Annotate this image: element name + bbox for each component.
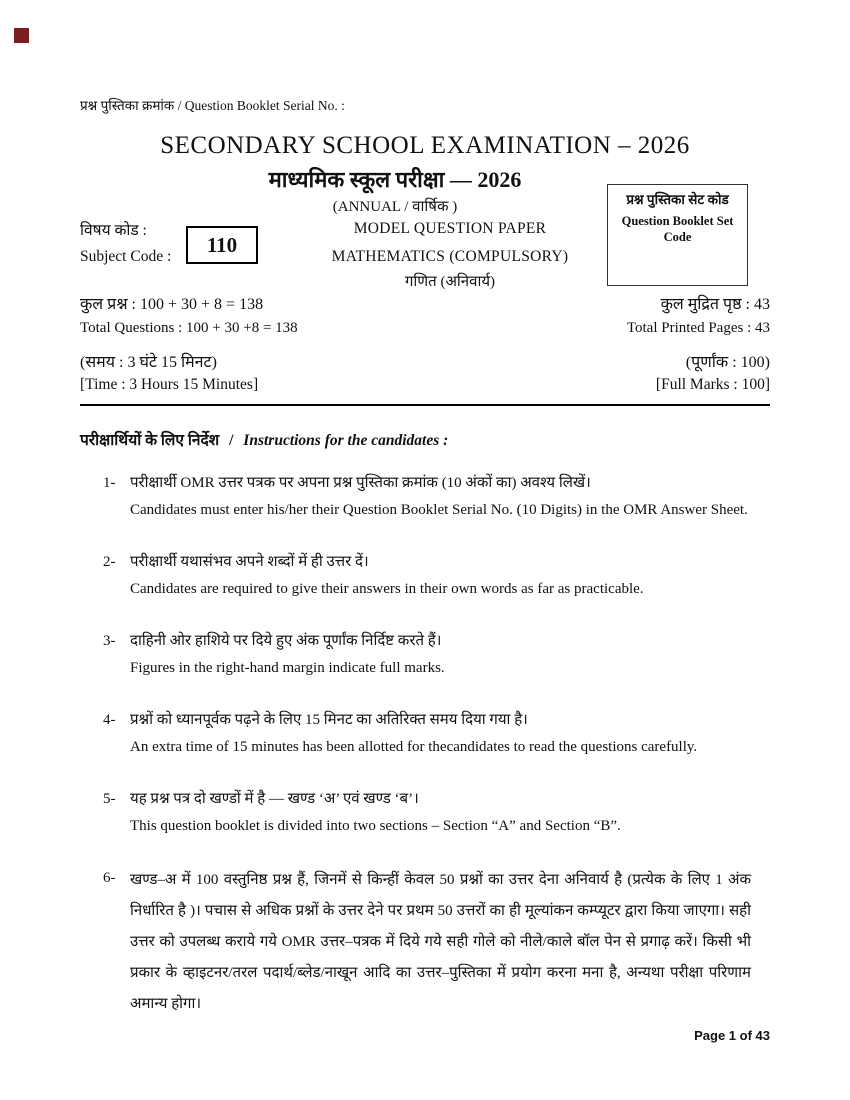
instructions-heading-hindi: परीक्षार्थियों के लिए निर्देश bbox=[80, 432, 220, 449]
instruction-english: This question booklet is divided into two sections – Section “A” and Section “B”. bbox=[130, 818, 621, 834]
instruction-hindi: खण्ड–अ में 100 वस्तुनिष्ठ प्रश्न हैं, जिनमें से किन्हीं केवल 50 प्रश्नों का उत्तर देना अनिवार्य है (प्रत्येक के लिए 1 अंक निर्धारित है )। पचास से अधिक प्रश्नों के उत्तर देने पर प्रथम 50 उत्तरों का ही मूल्यांकन कम्प्यूटर द्वारा किया जाएगा। सही उत्तर को उपलब्ध कराये गये OMR उत्तर–पत्रक में दिये गये सही गोले को नीले/काले बॉल पेन से प्रगाढ़ करें। किसी भी प्रकार के व्हाइटनर/तरल पदार्थ/ब्लेड/नाखून आदि का उत्तर–पुस्तिका में प्रयोग करना मना है, अन्यथा परीक्षा परिणाम अमान्य होगा। bbox=[130, 872, 751, 1012]
total-questions-hindi: कुल प्रश्न : 100 + 30 + 8 = 138 bbox=[80, 296, 264, 313]
total-pages-hindi: कुल मुद्रित पृष्ठ : 43 bbox=[660, 296, 770, 313]
total-pages-english: Total Printed Pages : 43 bbox=[626, 320, 770, 336]
booklet-serial-label: प्रश्न पुस्तिका क्रमांक / Question Booklet Serial No. : bbox=[80, 98, 345, 113]
instruction-hindi: प्रश्नों को ध्यानपूर्वक पढ़ने के लिए 15 मिनट का अतिरिक्त समय दिया गया है। bbox=[130, 712, 528, 728]
exam-title-english: SECONDARY SCHOOL EXAMINATION – 2026 bbox=[160, 132, 690, 159]
total-questions-english: Total Questions : 100 + 30 +8 = 138 bbox=[80, 320, 298, 336]
list-item bbox=[103, 549, 751, 602]
header-divider bbox=[80, 404, 770, 406]
instruction-body bbox=[130, 865, 751, 1020]
instruction-number: 4- bbox=[103, 712, 116, 728]
set-code-label-hindi: प्रश्न पुस्तिका सेट कोड bbox=[626, 192, 729, 207]
instruction-body bbox=[130, 628, 751, 681]
instruction-number: 6- bbox=[103, 870, 116, 886]
instruction-english: An extra time of 15 minutes has been allotted for thecandidates to read the questions carefully. bbox=[130, 739, 698, 755]
instruction-body bbox=[130, 786, 751, 839]
full-marks-english: [Full Marks : 100] bbox=[655, 376, 770, 393]
exam-title-hindi: माध्यमिक स्कूल परीक्षा — 2026 bbox=[268, 167, 522, 192]
corner-mark bbox=[14, 28, 29, 43]
instruction-english: Candidates are required to give their answers in their own words as far as practicable. bbox=[130, 581, 644, 597]
list-item bbox=[103, 470, 751, 523]
instructions-list bbox=[103, 470, 751, 1046]
instruction-english: Candidates must enter his/her their Question Booklet Serial No. (10 Digits) in the OMR Answer Sheet. bbox=[130, 502, 748, 518]
subject-name-english: MATHEMATICS (COMPULSORY) bbox=[331, 248, 569, 265]
annual-label: (ANNUAL / वार्षिक ) bbox=[332, 199, 458, 215]
full-marks-hindi: (पूर्णांक : 100) bbox=[685, 354, 770, 371]
list-item bbox=[103, 707, 751, 760]
instruction-body bbox=[130, 707, 751, 760]
set-code-label-english: Question Booklet Set Code bbox=[621, 214, 734, 244]
instructions-heading-separator: / bbox=[229, 432, 234, 449]
instruction-number: 5- bbox=[103, 791, 116, 807]
instruction-number: 2- bbox=[103, 554, 116, 570]
time-hindi: (समय : 3 घंटे 15 मिनट) bbox=[80, 354, 217, 371]
model-paper-label: MODEL QUESTION PAPER bbox=[353, 220, 547, 237]
instruction-body bbox=[130, 549, 751, 602]
subject-code-label-english: Subject Code : bbox=[80, 248, 172, 265]
instruction-hindi: यह प्रश्न पत्र दो खण्डों में है — खण्ड ‘अ’ एवं खण्ड ‘ब’। bbox=[130, 791, 419, 807]
list-item bbox=[103, 865, 751, 1020]
instruction-hindi: परीक्षार्थी OMR उत्तर पत्रक पर अपना प्रश्न पुस्तिका क्रमांक (10 अंकों का) अवश्य लिखें। bbox=[130, 475, 591, 491]
list-item bbox=[103, 628, 751, 681]
instruction-number: 1- bbox=[103, 475, 116, 491]
instruction-hindi: दाहिनी ओर हाशिये पर दिये हुए अंक पूर्णांक निर्दिष्ट करते हैं। bbox=[130, 633, 442, 649]
instruction-body bbox=[130, 470, 751, 523]
instruction-number: 3- bbox=[103, 633, 116, 649]
subject-name-hindi: गणित (अनिवार्य) bbox=[404, 274, 496, 290]
instruction-english: Figures in the right-hand margin indicate full marks. bbox=[130, 660, 445, 676]
subject-code-value: 110 bbox=[186, 226, 258, 264]
instruction-hindi: परीक्षार्थी यथासंभव अपने शब्दों में ही उत्तर दें। bbox=[130, 554, 369, 570]
list-item bbox=[103, 786, 751, 839]
instructions-heading bbox=[80, 428, 448, 450]
time-english: [Time : 3 Hours 15 Minutes] bbox=[80, 376, 259, 393]
page-number-footer: Page 1 of 43 bbox=[694, 1028, 770, 1043]
instructions-heading-english: Instructions for the candidates : bbox=[243, 432, 449, 449]
subject-code-label-hindi: विषय कोड : bbox=[80, 222, 147, 239]
